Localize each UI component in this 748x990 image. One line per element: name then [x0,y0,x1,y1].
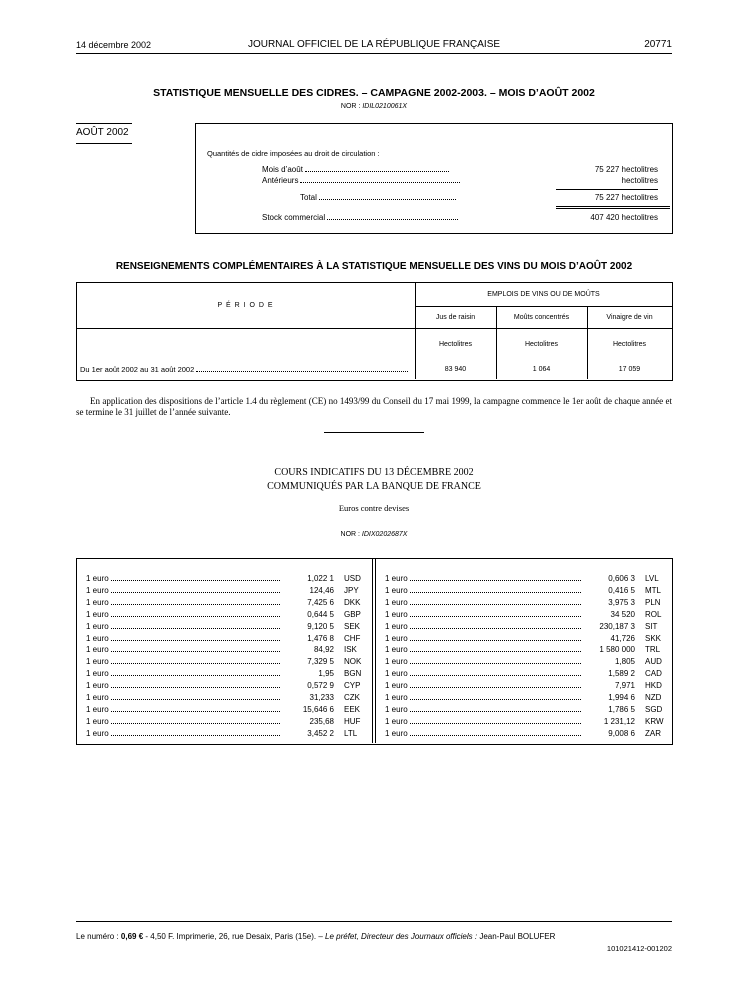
currency-rate: 1,476 8 [307,633,334,643]
footer-label: Le numéro : [76,932,121,941]
currency-code: MTL [645,585,661,595]
leader-dots [410,663,581,664]
currency-row [385,645,667,654]
currency-row [385,657,667,666]
leader-dots [111,628,280,629]
cidres-nor [76,103,672,110]
leader-dots [410,735,581,736]
currency-rate: 9,120 5 [307,621,334,631]
currency-row [385,681,667,690]
cidres-intro: Quantités de cidre imposées au droit de circulation : [207,149,380,158]
currency-rate: 9,008 6 [608,728,635,738]
currency-code: KRW [645,716,664,726]
currency-row-label: 1 euro [385,716,408,726]
currency-row-label: 1 euro [385,657,408,667]
currency-row [385,693,667,702]
leader-dots [319,199,456,200]
cidres-side-rule-top [76,123,132,124]
leader-dots [111,651,280,652]
currency-row-label: 1 euro [86,609,109,619]
currency-row [385,622,667,631]
leader-dots [196,371,408,372]
leader-dots [410,640,581,641]
leader-dots [111,640,280,641]
cidres-stock-value: 407 420 hectolitres [590,213,659,222]
currency-rate: 0,644 5 [307,609,334,619]
currency-row-label: 1 euro [385,633,408,643]
leader-dots [111,711,280,712]
currency-rate: 230,187 3 [599,621,635,631]
currency-row [86,657,366,666]
currency-row-label: 1 euro [86,716,109,726]
currency-rate: 41,726 [610,633,635,643]
currency-code: ZAR [645,728,661,738]
currency-row [86,622,366,631]
currency-row [86,705,366,714]
currency-code: SKK [645,633,662,643]
currency-row-label: 1 euro [86,645,109,655]
currency-rate: 34 520 [610,609,635,619]
leader-dots [111,580,280,581]
currency-row [86,681,366,690]
vins-periode-header: P É R I O D E [217,302,274,309]
cours-title-line2: COMMUNIQUÉS PAR LA BANQUE DE FRANCE [267,481,481,492]
cidres-row-value: 75 227 hectolitres [594,165,659,174]
currency-rate: 1 580 000 [599,645,635,655]
vins-col-header: Moûts concentrés [513,314,570,321]
header-rule [76,53,672,54]
cidres-total-rule-1 [556,206,670,207]
vins-value: 1 064 [532,366,551,373]
leader-dots [111,723,280,724]
vins-title: RENSEIGNEMENTS COMPLÉMENTAIRES À LA STATISTIQUE MENSUELLE DES VINS DU MOIS D’AOÛT 2002 [115,261,633,272]
vins-note: En application des dispositions de l’article 1.4 du règlement (CE) no 1493/99 du Conseil du 17 mai 1999, la campagne commence le 1er août de chaque année et se termine le 31 juillet de l’année suivante. [76,396,672,417]
cidres-sum-rule [556,189,658,190]
cours-title-line1: COURS INDICATIFS DU 13 DÉCEMBRE 2002 [274,467,474,478]
currency-rate: 0,572 9 [307,681,334,691]
currency-row-label: 1 euro [385,645,408,655]
currency-rate: 1,022 1 [307,574,334,583]
vins-group-header: EMPLOIS DE VINS OU DE MOÛTS [487,291,600,298]
currency-row [385,586,667,595]
leader-dots [111,592,280,593]
currency-row [86,598,366,607]
currency-code: JPY [344,585,359,595]
cidres-side-rule-bottom [76,143,132,144]
currency-rate: 84,92 [313,645,334,655]
cidres-row-anterieurs [262,176,658,185]
footer-director-name: Jean-Paul BOLUFER [477,932,556,941]
currency-row [86,645,366,654]
currency-row-label: 1 euro [86,574,109,583]
currency-row-label: 1 euro [385,669,408,679]
currency-code: ISK [344,645,357,655]
currency-rate: 235,68 [309,716,334,726]
cidres-total-rule-2 [556,208,670,209]
currency-row-label: 1 euro [86,633,109,643]
leader-dots [111,616,280,617]
leader-dots [111,735,280,736]
currency-row-label: 1 euro [86,657,109,667]
currency-row-label: 1 euro [86,597,109,607]
currency-rate: 1,589 2 [608,669,635,679]
vins-unit: Hectolitres [438,341,473,348]
currency-row [385,598,667,607]
vins-col-header: Jus de raisin [435,314,476,321]
currency-row-label: 1 euro [86,728,109,738]
cours-nor-label: NOR : [340,531,360,538]
currency-code: NZD [645,693,662,702]
currency-row-label: 1 euro [385,609,408,619]
vins-header-rule [76,328,672,329]
currency-rate: 3,452 2 [307,728,334,738]
leader-dots [410,604,581,605]
currency-code: USD [344,574,361,583]
currency-code: AUD [645,657,662,667]
leader-dots [410,675,581,676]
vins-col-header: Vinaigre de vin [606,314,653,321]
currency-code: TRL [645,645,661,655]
leader-dots [111,663,280,664]
cidres-row-mois [262,165,658,174]
vins-period-text: Du 1er août 2002 au 31 août 2002 [80,365,195,374]
currency-code: BGN [344,669,362,679]
currency-code: CHF [344,633,361,643]
currency-rate: 15,646 6 [302,704,334,714]
footer-price: 0,69 € [120,932,144,941]
cidres-row-label: Antérieurs [262,176,299,185]
currency-code: CYP [344,681,361,691]
currency-row [86,610,366,619]
currency-row [86,693,366,702]
cidres-title: STATISTIQUE MENSUELLE DES CIDRES. – CAMPAGNE 2002-2003. – MOIS D’AOÛT 2002 [153,87,595,99]
leader-dots [410,711,581,712]
currency-row [86,634,366,643]
cidres-total-value: 75 227 hectolitres [594,193,658,202]
currency-code: SIT [645,621,658,631]
currency-rate: 7,425 6 [307,597,334,607]
currency-rate: 7,329 5 [307,657,334,667]
currency-rate: 1,786 5 [608,704,635,714]
currency-code: CZK [344,693,360,702]
currency-row-label: 1 euro [385,681,408,691]
currency-row [86,586,366,595]
footer-printer: - 4,50 F. Imprimerie, 26, rue Desaix, Paris (15e). – [143,932,326,941]
leader-dots [300,182,460,183]
currency-code: PLN [645,597,661,607]
currency-code: HUF [344,716,361,726]
currency-code: LTL [344,728,358,738]
currency-row [385,634,667,643]
leader-dots [111,699,280,700]
footer-ref: 101021412-001202 [606,944,672,953]
currency-row [385,717,667,726]
currency-row [86,574,366,583]
currency-row [86,717,366,726]
currency-row [385,669,667,678]
currency-rate: 1,95 [318,669,334,679]
leader-dots [410,687,581,688]
leader-dots [111,604,280,605]
cidres-row-total [300,193,658,202]
currency-row [385,729,667,738]
vins-value: 83 940 [444,366,467,373]
currency-code: GBP [344,609,361,619]
currency-code: ROL [645,609,662,619]
cidres-nor-label: NOR : [340,103,361,110]
leader-dots [305,171,449,172]
cidres-row-value: hectolitres [621,176,658,185]
currency-row-label: 1 euro [86,669,109,679]
cours-subtitle: Euros contre devises [338,503,410,513]
vins-value: 17 059 [618,366,641,373]
currency-code: HKD [645,681,662,691]
cidres-nor-value: IDIL0210061X [362,103,408,110]
currency-code: SEK [344,621,361,631]
currency-row-label: 1 euro [385,597,408,607]
leader-dots [410,699,581,700]
leader-dots [410,592,581,593]
cours-col-divider [372,558,373,743]
leader-dots [410,616,581,617]
cidres-row-label: Mois d’août [262,165,303,174]
footer-line1 [76,932,555,941]
currency-code: DKK [344,597,361,607]
cidres-stock-label: Stock commercial [262,213,326,222]
header-journal-title: JOURNAL OFFICIEL DE LA RÉPUBLIQUE FRANÇAISE [247,39,501,50]
currency-row-label: 1 euro [385,728,408,738]
currency-row-label: 1 euro [86,704,109,714]
currency-row [385,610,667,619]
cours-nor [76,531,672,538]
currency-rate: 7,971 [614,681,635,691]
currency-code: EEK [344,704,361,714]
footer-director-title: Le préfet, Directeur des Journaux officiels : [325,932,478,941]
currency-row [385,574,667,583]
leader-dots [111,687,280,688]
cours-nor-value: IDIX0202687X [361,531,408,538]
currency-row-label: 1 euro [385,693,408,702]
leader-dots [111,675,280,676]
currency-row [86,729,366,738]
currency-rate: 0,606 3 [608,574,635,583]
cidres-total-label: Total [300,193,317,202]
currency-row [385,705,667,714]
currency-code: CAD [645,669,662,679]
currency-row-label: 1 euro [86,585,109,595]
currency-rate: 1,805 [614,657,635,667]
leader-dots [410,723,581,724]
currency-row-label: 1 euro [385,621,408,631]
currency-row-label: 1 euro [86,621,109,631]
cours-col-divider [375,558,376,743]
currency-code: LVL [645,574,659,583]
currency-row [86,669,366,678]
currency-row-label: 1 euro [385,574,408,583]
vins-unit: Hectolitres [612,341,647,348]
footer-rule [76,921,672,922]
leader-dots [410,580,581,581]
currency-row-label: 1 euro [86,693,109,702]
currency-rate: 1,994 6 [608,693,635,702]
header-date: 14 décembre 2002 [76,40,152,50]
currency-row-label: 1 euro [385,585,408,595]
header-page-number: 20771 [644,39,672,50]
leader-dots [410,651,581,652]
cidres-side-label: AOÛT 2002 [76,127,129,138]
section-separator [324,432,424,433]
currency-rate: 124,46 [309,585,334,595]
currency-code: SGD [645,704,663,714]
vins-period-row [80,365,410,374]
leader-dots [327,219,458,220]
currency-rate: 31,233 [309,693,334,702]
currency-rate: 1 231,12 [603,716,635,726]
currency-rate: 3,975 3 [608,597,635,607]
currency-row-label: 1 euro [86,681,109,691]
vins-group-rule [415,306,672,307]
cidres-row-stock [262,213,658,222]
currency-code: NOK [344,657,362,667]
leader-dots [410,628,581,629]
currency-rate: 0,416 5 [608,585,635,595]
currency-row-label: 1 euro [385,704,408,714]
vins-unit: Hectolitres [524,341,559,348]
